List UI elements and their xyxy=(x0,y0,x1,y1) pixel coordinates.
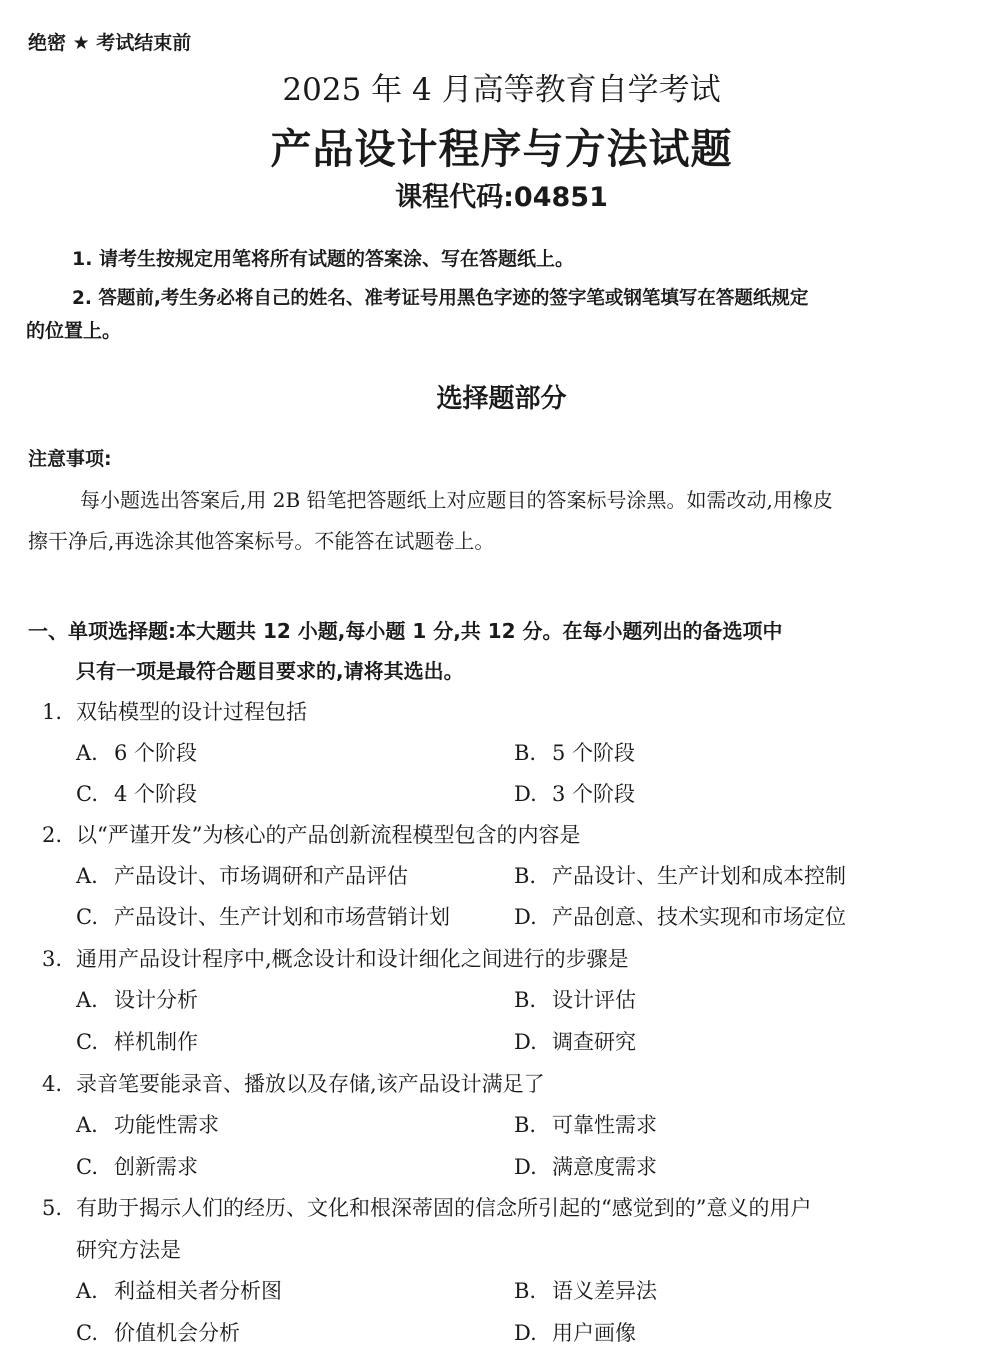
section-title: 选择题部分 xyxy=(436,384,567,414)
course-code: 课程代码:04851 xyxy=(395,182,608,213)
option-3c: C. 样机制作 xyxy=(76,1030,198,1054)
question-1 xyxy=(42,696,307,726)
exam-name: 2025 年 4 月高等教育自学考试 xyxy=(282,72,721,108)
option-4c: C. 创新需求 xyxy=(76,1155,198,1179)
option-5c: C. 价值机会分析 xyxy=(76,1321,240,1345)
question-4 xyxy=(42,1068,545,1098)
part1-header-line2: 只有一项是最符合题目要求的,请将其选出。 xyxy=(76,659,464,683)
option-4d: D. 满意度需求 xyxy=(514,1155,657,1179)
option-1d: D. 3 个阶段 xyxy=(514,782,636,806)
question-text: 以“严谨开发”为核心的产品创新流程模型包含的内容是 xyxy=(76,823,581,847)
question-text: 录音笔要能录音、播放以及存储,该产品设计满足了 xyxy=(76,1072,545,1096)
question-number: 1. xyxy=(42,700,63,724)
option-5b: B. 语义差异法 xyxy=(514,1279,657,1303)
question-number: 4. xyxy=(42,1072,63,1096)
option-2c: C. 产品设计、生产计划和市场营销计划 xyxy=(76,905,450,929)
option-5a: A. 利益相关者分析图 xyxy=(76,1279,282,1303)
option-5d: D. 用户画像 xyxy=(514,1321,636,1345)
option-2b: B. 产品设计、生产计划和成本控制 xyxy=(514,864,846,888)
question-text: 双钻模型的设计过程包括 xyxy=(76,700,307,724)
option-3a: A. 设计分析 xyxy=(76,988,198,1012)
instruction-1: 1. 请考生按规定用笔将所有试题的答案涂、写在答题纸上。 xyxy=(72,248,575,270)
instruction-2-line1: 2. 答题前,考生务必将自己的姓名、准考证号用黑色字迹的签字笔或钢笔填写在答题纸规定 xyxy=(72,288,809,309)
question-5 xyxy=(42,1192,811,1222)
notes-line1: 每小题选出答案后,用 2B 铅笔把答题纸上对应题目的答案标号涂黑。如需改动,用橡皮 xyxy=(80,488,833,512)
confidential-mark: 绝密 ★ 考试结束前 xyxy=(28,32,192,54)
instruction-2-line2: 的位置上。 xyxy=(26,320,122,342)
question-2 xyxy=(42,819,580,849)
option-2d: D. 产品创意、技术实现和市场定位 xyxy=(514,905,846,929)
question-text: 有助于揭示人们的经历、文化和根深蒂固的信念所引起的“感觉到的”意义的用户 xyxy=(76,1196,812,1220)
question-number: 2. xyxy=(42,823,63,847)
question-5-line2: 研究方法是 xyxy=(76,1238,181,1262)
option-1a: A. 6 个阶段 xyxy=(76,741,198,765)
option-3b: B. 设计评估 xyxy=(514,988,636,1012)
page-title: 产品设计程序与方法试题 xyxy=(270,125,733,173)
part1-header-line1: 一、单项选择题:本大题共 12 小题,每小题 1 分,共 12 分。在每小题列出的备选项中 xyxy=(28,619,783,643)
option-3d: D. 调查研究 xyxy=(514,1030,636,1054)
option-1c: C. 4 个阶段 xyxy=(76,782,198,806)
question-number: 5. xyxy=(42,1196,63,1220)
option-1b: B. 5 个阶段 xyxy=(514,741,636,765)
question-3 xyxy=(42,943,629,973)
notes-label: 注意事项: xyxy=(28,448,112,470)
question-number: 3. xyxy=(42,947,63,971)
notes-line2: 擦干净后,再选涂其他答案标号。不能答在试题卷上。 xyxy=(28,529,495,553)
question-text: 通用产品设计程序中,概念设计和设计细化之间进行的步骤是 xyxy=(76,947,629,971)
option-2a: A. 产品设计、市场调研和产品评估 xyxy=(76,864,408,888)
option-4b: B. 可靠性需求 xyxy=(514,1113,657,1137)
option-4a: A. 功能性需求 xyxy=(76,1113,219,1137)
